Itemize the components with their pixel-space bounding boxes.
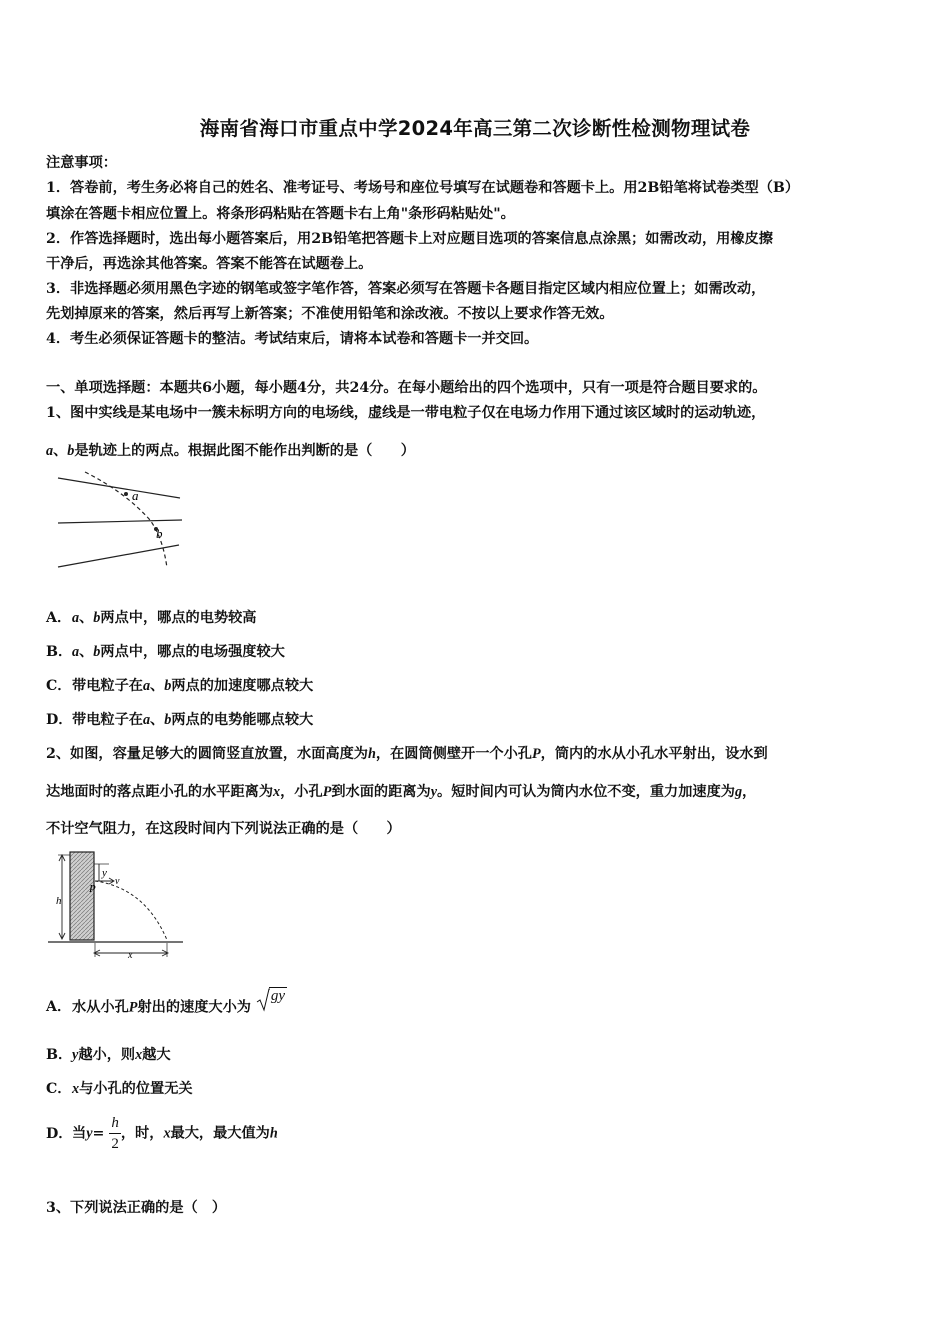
text: 水从小孔 bbox=[72, 999, 129, 1016]
var-P: P bbox=[322, 784, 332, 800]
y-label: y bbox=[102, 867, 107, 879]
text: ，时， bbox=[120, 1125, 164, 1142]
q1-option-a[interactable] bbox=[46, 607, 256, 627]
h-label: h bbox=[56, 895, 62, 907]
var-b: b bbox=[93, 644, 101, 660]
option-letter: B． bbox=[46, 1047, 73, 1063]
text: 。短时间内可认为筒内水位不变，重力加速度为 bbox=[437, 784, 735, 800]
q1-field-line-figure bbox=[55, 470, 185, 572]
radicand: gy bbox=[270, 988, 286, 1005]
text: 到水面的距离为 bbox=[331, 784, 431, 800]
var-x: x bbox=[72, 1081, 80, 1097]
option-pre: 带电粒子在 bbox=[72, 712, 143, 728]
field-line-top bbox=[58, 478, 180, 498]
var-a: a bbox=[72, 644, 80, 660]
option-letter: D． bbox=[46, 1125, 73, 1142]
separator: 、 bbox=[150, 712, 165, 728]
var-x: x bbox=[135, 1047, 143, 1063]
notice-line-4: 干净后，再选涂其他答案。答案不能答在试题卷上。 bbox=[46, 256, 373, 272]
water-jet-trajectory bbox=[95, 881, 167, 940]
var-b: b bbox=[164, 678, 172, 694]
separator: 、 bbox=[79, 644, 94, 660]
text: ， bbox=[742, 784, 757, 800]
var-a: a bbox=[46, 443, 54, 459]
option-letter: C． bbox=[46, 678, 72, 694]
point-b-label: b bbox=[156, 526, 163, 541]
point-a-label: a bbox=[132, 488, 139, 503]
q2-option-a[interactable] bbox=[46, 988, 288, 1020]
option-text: 两点的电势能哪点较大 bbox=[171, 712, 314, 728]
field-line-middle bbox=[58, 520, 182, 523]
q1-stem-rest: 是轨迹上的两点。根据此图不能作出判断的是（ ） bbox=[74, 443, 415, 459]
q1-option-b[interactable] bbox=[46, 641, 285, 661]
var-P: P bbox=[128, 999, 138, 1016]
q1-stem-line-1: 1、图中实线是某电场中一簇未标明方向的电场线，虚线是一带电粒子仅在电场力作用下通过该区域时的运动轨迹， bbox=[46, 405, 766, 421]
text: 当 bbox=[72, 1125, 87, 1142]
point-a-dot bbox=[124, 492, 128, 496]
option-pre: 带电粒子在 bbox=[72, 678, 143, 694]
notice-line-5: 3．非选择题必须用黑色字迹的钢笔或签字笔作答，答案必须写在答题卡各题目指定区域内相应位置上；如需改动， bbox=[46, 281, 766, 297]
text: 2、如图，容量足够大的圆筒竖直放置，水面高度为 bbox=[46, 746, 368, 762]
option-text: 两点中，哪点的电场强度较大 bbox=[100, 644, 285, 660]
option-text: 两点的加速度哪点较大 bbox=[171, 678, 314, 694]
separator: 、 bbox=[79, 610, 94, 626]
option-letter: B． bbox=[46, 644, 73, 660]
q1-option-d[interactable] bbox=[46, 709, 313, 729]
notice-line-6: 先划掉原来的答案，然后再写上新答案；不准使用铅笔和涂改液。不按以上要求作答无效。 bbox=[46, 306, 614, 322]
text: ，筒内的水从小孔水平射出，设水到 bbox=[540, 746, 768, 762]
notice-line-3: 2．作答选择题时，选出每小题答案后，用2B铅笔把答题卡上对应题目选项的答案信息点涂黑；如需改动，用橡皮擦 bbox=[46, 231, 773, 247]
text: 越小，则 bbox=[78, 1047, 136, 1063]
particle-trajectory bbox=[85, 472, 167, 568]
var-y: y bbox=[72, 1047, 79, 1063]
option-letter: A． bbox=[46, 999, 72, 1016]
x-label: x bbox=[128, 950, 133, 961]
text: 达地面时的落点距小孔的水平距离为 bbox=[46, 784, 274, 800]
var-a: a bbox=[142, 678, 151, 694]
option-text: 两点中，哪点的电势较高 bbox=[100, 610, 257, 626]
var-b: b bbox=[164, 712, 172, 728]
v-label: v bbox=[115, 876, 120, 887]
q2-option-b[interactable] bbox=[46, 1044, 171, 1064]
q1-option-c[interactable] bbox=[46, 675, 313, 695]
var-h: h bbox=[368, 746, 376, 762]
q2-cylinder-figure bbox=[45, 850, 185, 962]
field-line-bottom bbox=[58, 545, 179, 567]
var-g: g bbox=[734, 784, 743, 800]
var-b: b bbox=[67, 443, 75, 459]
notice-line-7: 4．考生必须保证答题卡的整洁。考试结束后，请将本试卷和答题卡一并交回。 bbox=[46, 331, 539, 347]
var-x: x bbox=[163, 1125, 171, 1142]
q2-option-c[interactable] bbox=[46, 1078, 193, 1098]
var-y: y bbox=[430, 784, 437, 800]
text: 最大，最大值为 bbox=[170, 1125, 270, 1142]
text: ，小孔 bbox=[280, 784, 323, 800]
q2-stem-line-3: 不计空气阻力，在这段时间内下列说法正确的是（ ） bbox=[46, 821, 401, 837]
separator: 、 bbox=[53, 443, 68, 459]
radical-sign bbox=[256, 988, 270, 1012]
option-letter: C． bbox=[46, 1081, 72, 1097]
fraction-h-over-2 bbox=[109, 1113, 121, 1154]
var-a: a bbox=[142, 712, 151, 728]
q2-stem-line-1 bbox=[46, 743, 768, 763]
sqrt-expression bbox=[256, 988, 288, 1012]
exam-title: 海南省海口市重点中学2024年高三第二次诊断性检测物理试卷 bbox=[199, 117, 751, 140]
notice-heading: 注意事项： bbox=[46, 155, 117, 171]
text: 射出的速度大小为 bbox=[137, 999, 251, 1016]
option-letter: A． bbox=[46, 610, 72, 626]
denominator: 2 bbox=[111, 1136, 119, 1152]
cylinder-body bbox=[70, 852, 94, 940]
var-b: b bbox=[93, 610, 101, 626]
q3-stem: 3、下列说法正确的是（ ） bbox=[46, 1200, 227, 1216]
q2-option-d[interactable] bbox=[46, 1113, 278, 1154]
var-x: x bbox=[273, 784, 281, 800]
text: 越大 bbox=[142, 1047, 171, 1063]
var-P: P bbox=[531, 746, 541, 762]
P-label: P bbox=[89, 883, 96, 895]
var-h: h bbox=[269, 1125, 278, 1142]
text: ，在圆筒侧壁开一个小孔 bbox=[375, 746, 532, 762]
notice-line-1: 1．答卷前，考生务必将自己的姓名、准考证号、考场号和座位号填写在试题卷和答题卡上。用2B铅笔将试卷类型（B） bbox=[46, 180, 800, 196]
q2-stem-line-2 bbox=[46, 781, 756, 801]
section-heading: 一、单项选择题：本题共6小题，每小题4分，共24分。在每小题给出的四个选项中，只有一项是符合题目要求的。 bbox=[46, 380, 767, 396]
text: 与小孔的位置无关 bbox=[79, 1081, 193, 1097]
option-letter: D． bbox=[46, 712, 73, 728]
equals-sign: = bbox=[92, 1125, 105, 1142]
notice-line-2: 填涂在答题卡相应位置上。将条形码粘贴在答题卡右上角"条形码粘贴处"。 bbox=[46, 206, 515, 222]
var-a: a bbox=[72, 610, 80, 626]
separator: 、 bbox=[150, 678, 165, 694]
var-y: y bbox=[86, 1125, 93, 1142]
numerator: h bbox=[109, 1113, 121, 1134]
q1-stem-line-2 bbox=[46, 440, 415, 460]
